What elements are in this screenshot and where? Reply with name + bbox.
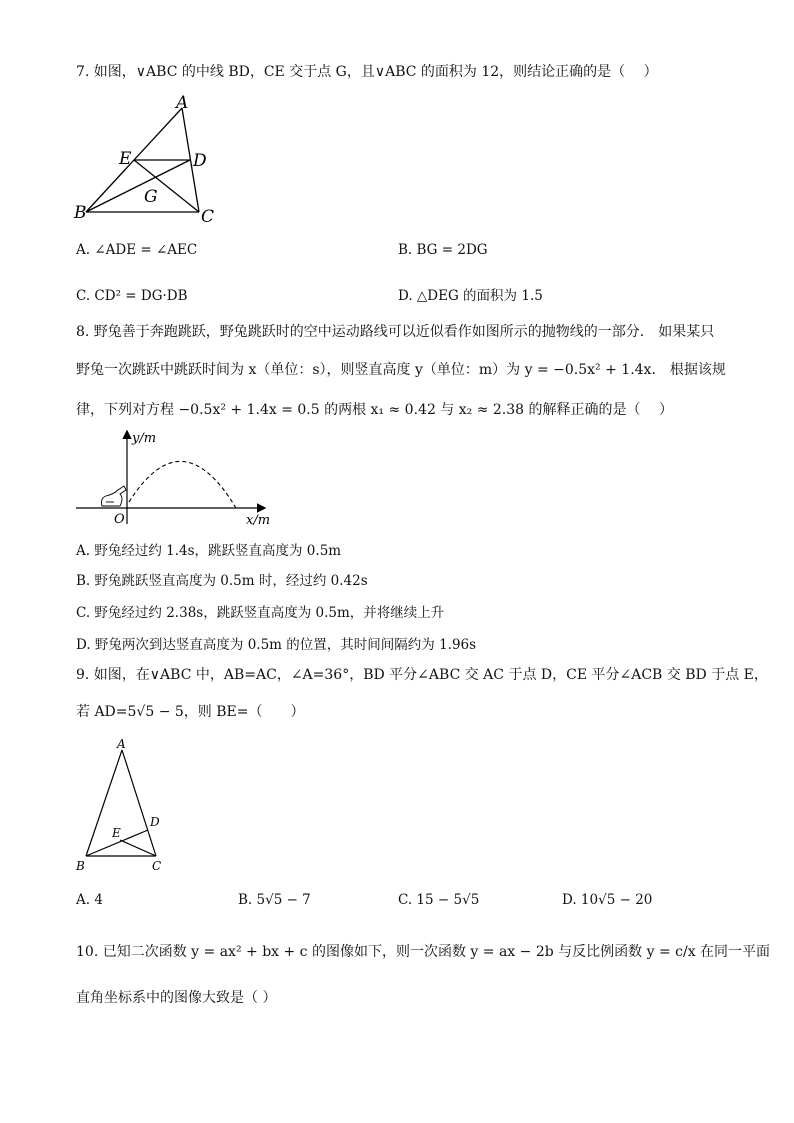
q8-stem-line1: 8. 野兔善于奔跑跳跃，野兔跳跃时的空中运动路线可以近似看作如图所示的抛物线的一部分． 如果某只: [76, 324, 715, 340]
q9-option-d[interactable]: D. 10√5 − 20: [562, 892, 653, 908]
q8-origin-label: O: [114, 512, 125, 527]
q9-label-a: A: [117, 737, 126, 751]
q7-option-c[interactable]: C. CD² = DG·DB: [76, 288, 188, 304]
q8-option-c[interactable]: C. 野兔经过约 2.38s，跳跃竖直高度为 0.5m，并将继续上升: [76, 605, 445, 621]
q7-option-d[interactable]: D. △DEG 的面积为 1.5: [398, 288, 543, 304]
q8-x-axis-label: x/m: [246, 513, 271, 528]
q9-label-b: B: [76, 859, 85, 873]
q7-label-c: C: [201, 207, 215, 227]
q7-triangle-figure: [72, 92, 222, 227]
q10-stem-line2: 直角坐标系中的图像大致是（ ）: [76, 990, 277, 1006]
q9-label-c: C: [152, 859, 162, 873]
q7-label-g: G: [144, 187, 158, 207]
rabbit-icon: [102, 486, 127, 506]
q8-y-axis-label: y/m: [132, 431, 157, 446]
q8-option-d[interactable]: D. 野兔两次到达竖直高度为 0.5m 的位置，其时间间隔约为 1.96s: [76, 637, 477, 653]
q9-option-c[interactable]: C. 15 − 5√5: [398, 892, 480, 908]
q7-label-a: A: [176, 93, 189, 113]
q9-triangle-figure: [72, 734, 182, 876]
q7-label-e: E: [119, 149, 132, 169]
q8-option-a[interactable]: A. 野兔经过约 1.4s，跳跃竖直高度为 0.5m: [76, 543, 342, 559]
q7-option-a[interactable]: A. ∠ADE = ∠AEC: [76, 242, 198, 258]
q7-option-b[interactable]: B. BG = 2DG: [398, 242, 488, 258]
q9-stem-line2: 若 AD=5√5 − 5，则 BE=（ ）: [76, 704, 305, 720]
q8-parabola-figure: [74, 428, 284, 532]
q9-label-d: D: [150, 815, 160, 829]
q8-stem-line3: 律，下列对方程 −0.5x² + 1.4x = 0.5 的两根 x₁ ≈ 0.42 与 x₂ ≈ 2.38 的解释正确的是（ ）: [76, 402, 673, 418]
q7-label-b: B: [74, 203, 87, 223]
q9-option-a[interactable]: A. 4: [76, 892, 103, 908]
q7-label-d: D: [193, 151, 207, 171]
q10-stem-line1: 10. 已知二次函数 y = ax² + bx + c 的图像如下，则一次函数 y = ax − 2b 与反比例函数 y = c/x 在同一平面: [76, 944, 771, 960]
q9-option-b[interactable]: B. 5√5 − 7: [238, 892, 311, 908]
q9-label-e: E: [112, 826, 121, 840]
q7-stem: 7. 如图，∨ABC 的中线 BD，CE 交于点 G，且∨ABC 的面积为 12，则结论正确的是（ ）: [76, 64, 658, 80]
q8-option-b[interactable]: B. 野兔跳跃竖直高度为 0.5m 时，经过约 0.42s: [76, 573, 368, 589]
q8-stem-line2: 野兔一次跳跃中跳跃时间为 x（单位：s），则竖直高度 y（单位：m）为 y = −0.5x² + 1.4x． 根据该规: [76, 362, 726, 378]
q9-stem-line1: 9. 如图，在∨ABC 中，AB=AC，∠A=36°，BD 平分∠ABC 交 AC 于点 D，CE 平分∠ACB 交 BD 于点 E，: [76, 667, 768, 683]
